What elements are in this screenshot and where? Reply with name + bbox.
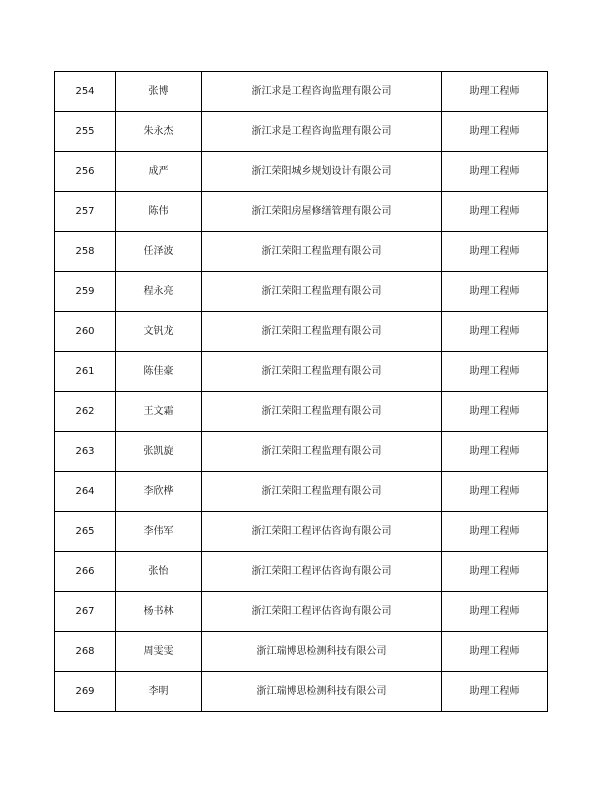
- cell-company: 浙江荣阳工程评估咨询有限公司: [202, 592, 442, 632]
- cell-title: 助理工程师: [442, 192, 548, 232]
- cell-number: 262: [55, 392, 116, 432]
- cell-name: 李欣桦: [116, 472, 202, 512]
- table-row: [55, 272, 548, 312]
- cell-company: 浙江瑞博思检测科技有限公司: [202, 672, 442, 712]
- cell-company: 浙江求是工程咨询监理有限公司: [202, 72, 442, 112]
- cell-company: 浙江荣阳工程监理有限公司: [202, 232, 442, 272]
- cell-name: 陈伟: [116, 192, 202, 232]
- cell-company: 浙江荣阳工程监理有限公司: [202, 392, 442, 432]
- cell-number: 263: [55, 432, 116, 472]
- cell-company: 浙江荣阳工程评估咨询有限公司: [202, 552, 442, 592]
- cell-number: 259: [55, 272, 116, 312]
- table-row: [55, 472, 548, 512]
- table-row: [55, 392, 548, 432]
- cell-company: 浙江瑞博思检测科技有限公司: [202, 632, 442, 672]
- cell-company: 浙江荣阳工程监理有限公司: [202, 312, 442, 352]
- cell-title: 助理工程师: [442, 352, 548, 392]
- table-row: [55, 72, 548, 112]
- cell-title: 助理工程师: [442, 632, 548, 672]
- cell-number: 268: [55, 632, 116, 672]
- cell-name: 张怡: [116, 552, 202, 592]
- cell-number: 256: [55, 152, 116, 192]
- cell-title: 助理工程师: [442, 552, 548, 592]
- cell-title: 助理工程师: [442, 472, 548, 512]
- cell-title: 助理工程师: [442, 312, 548, 352]
- cell-title: 助理工程师: [442, 512, 548, 552]
- table-row: [55, 632, 548, 672]
- roster-table-container: [54, 71, 547, 712]
- cell-title: 助理工程师: [442, 152, 548, 192]
- cell-name: 程永亮: [116, 272, 202, 312]
- roster-table: [54, 71, 548, 712]
- cell-name: 张博: [116, 72, 202, 112]
- table-row: [55, 512, 548, 552]
- table-row: [55, 672, 548, 712]
- cell-name: 任泽波: [116, 232, 202, 272]
- cell-name: 陈佳豪: [116, 352, 202, 392]
- cell-name: 文钒龙: [116, 312, 202, 352]
- cell-name: 朱永杰: [116, 112, 202, 152]
- cell-number: 266: [55, 552, 116, 592]
- cell-number: 254: [55, 72, 116, 112]
- cell-title: 助理工程师: [442, 112, 548, 152]
- table-row: [55, 432, 548, 472]
- cell-company: 浙江荣阳工程监理有限公司: [202, 472, 442, 512]
- roster-table-body: [55, 72, 548, 712]
- table-row: [55, 552, 548, 592]
- cell-company: 浙江荣阳工程评估咨询有限公司: [202, 512, 442, 552]
- cell-title: 助理工程师: [442, 672, 548, 712]
- cell-company: 浙江求是工程咨询监理有限公司: [202, 112, 442, 152]
- cell-number: 255: [55, 112, 116, 152]
- cell-company: 浙江荣阳工程监理有限公司: [202, 352, 442, 392]
- cell-number: 267: [55, 592, 116, 632]
- cell-name: 李伟军: [116, 512, 202, 552]
- cell-name: 王文霜: [116, 392, 202, 432]
- cell-title: 助理工程师: [442, 272, 548, 312]
- cell-name: 张凯旋: [116, 432, 202, 472]
- cell-title: 助理工程师: [442, 392, 548, 432]
- table-row: [55, 112, 548, 152]
- cell-title: 助理工程师: [442, 72, 548, 112]
- cell-number: 265: [55, 512, 116, 552]
- cell-company: 浙江荣阳城乡规划设计有限公司: [202, 152, 442, 192]
- table-row: [55, 592, 548, 632]
- table-row: [55, 312, 548, 352]
- cell-title: 助理工程师: [442, 232, 548, 272]
- cell-name: 周雯雯: [116, 632, 202, 672]
- cell-title: 助理工程师: [442, 592, 548, 632]
- cell-name: 杨书林: [116, 592, 202, 632]
- cell-number: 264: [55, 472, 116, 512]
- cell-number: 260: [55, 312, 116, 352]
- cell-company: 浙江荣阳房屋修缮管理有限公司: [202, 192, 442, 232]
- table-row: [55, 352, 548, 392]
- table-row: [55, 152, 548, 192]
- cell-number: 257: [55, 192, 116, 232]
- cell-name: 李明: [116, 672, 202, 712]
- cell-name: 成严: [116, 152, 202, 192]
- table-row: [55, 192, 548, 232]
- cell-number: 261: [55, 352, 116, 392]
- cell-number: 258: [55, 232, 116, 272]
- cell-company: 浙江荣阳工程监理有限公司: [202, 432, 442, 472]
- cell-company: 浙江荣阳工程监理有限公司: [202, 272, 442, 312]
- cell-number: 269: [55, 672, 116, 712]
- cell-title: 助理工程师: [442, 432, 548, 472]
- table-row: [55, 232, 548, 272]
